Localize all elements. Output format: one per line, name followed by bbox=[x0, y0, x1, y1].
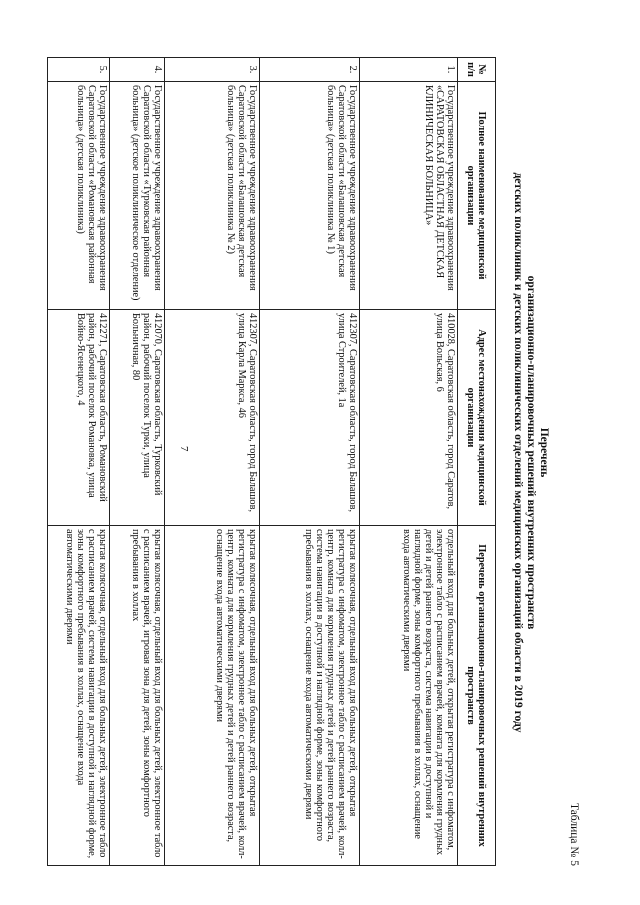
solutions-list: крытая колясочная, отдельный вход для больных детей, открытая регистратура с инфоматом, электронное табло с расписанием врачей, колл-центр, комната для кормления грудных детей и детей раннего возраста, оснащение входа автоматическими дверями bbox=[165, 526, 260, 866]
row-number: 4. bbox=[110, 58, 165, 82]
document-title: Перечень bbox=[538, 427, 550, 478]
row-number: 1. bbox=[360, 58, 458, 82]
row-number: 3. bbox=[165, 58, 260, 82]
header-solutions: Перечень организационно-планировочных решений внутренних пространств bbox=[458, 526, 496, 866]
organization-address: 412307, Саратовская область, город Балашов, улица Карла Маркса, 46 bbox=[165, 310, 260, 526]
table-row bbox=[260, 58, 360, 866]
solutions-list: крытая колясочная, отдельный вход для больных детей, электронное табло с расписанием врачей, игровая зона для детей, зоны комфортного пребывания в холлах bbox=[110, 526, 165, 866]
organization-name: Государственное учреждение здравоохранения Саратовской области «Турковская районная больница» (детское поликлиническое отделение) bbox=[110, 82, 165, 310]
organization-name: Государственное учреждение здравоохранения «САРАТОВСКАЯ ОБЛАСТНАЯ ДЕТСКАЯ КЛИНИЧЕСКАЯ БОЛЬНИЦА» bbox=[360, 82, 458, 310]
table-row bbox=[48, 58, 110, 866]
header-number: № п/п bbox=[458, 58, 496, 82]
organization-name: Государственное учреждение здравоохранения Саратовской области «Романовская районная больница» (детская поликлиника) bbox=[48, 82, 110, 310]
solutions-list: отдельный вход для больных детей, открытая регистратура с инфоматом, электронное табло с расписанием врачей, комната для кормления грудных детей и детей раннего возраста, система навигации в доступной и наглядной форме, зоны комфортного пребывания в холлах, оснащение входа автоматическими дверями bbox=[360, 526, 458, 866]
solutions-list: крытая колясочная, отдельный вход для больных детей, открытая регистратура с инфоматом, электронное табло с расписанием врачей, колл-центр, комната для кормления грудных детей и детей раннего возраста, система навигации в доступной и наглядной форме, зоны комфортного пребывания в холлах, оснащение входа автоматическими дверями bbox=[260, 526, 360, 866]
organization-address: 410028, Саратовская область, город Саратов, улица Вольская, 6 bbox=[360, 310, 458, 526]
page-number: 7 bbox=[178, 446, 190, 452]
header-address: Адрес местонахождения медицинской организации bbox=[458, 310, 496, 526]
organization-name: Государственное учреждение здравоохранения Саратовской области «Балашовская детская больница» (детская поликлиника № 2) bbox=[165, 82, 260, 310]
organization-address: 412271, Саратовская область, Романовский район, рабочий поселок Романовка, улица Войно-Ясенецкого, 4 bbox=[48, 310, 110, 526]
table-row bbox=[165, 58, 260, 866]
organization-address: 412070, Саратовская область, Турковский район, рабочий поселок Турки, улица Больничная, 80 bbox=[110, 310, 165, 526]
row-number: 5. bbox=[48, 58, 110, 82]
document-subtitle: организационно-планировочных решений внутренних пространств bbox=[525, 275, 537, 630]
table-header-row bbox=[458, 58, 496, 866]
solutions-list: крытая колясочная, отдельный вход для больных детей, электронное табло с расписанием врачей, система навигации в доступной и наглядной форме, зоны комфортного пребывания в холлах, оснащение входа автоматическими дверями bbox=[48, 526, 110, 866]
table-row bbox=[110, 58, 165, 866]
table-number: Таблица № 5 bbox=[568, 802, 580, 866]
document-subtitle-line2: детских поликлиник и детских поликлинических отделений медицинских организаций области в 2019 году bbox=[512, 172, 524, 733]
header-organization: Полное наименование медицинской организации bbox=[458, 82, 496, 310]
organizations-table bbox=[47, 57, 496, 866]
row-number: 2. bbox=[260, 58, 360, 82]
table-row bbox=[360, 58, 458, 866]
organization-name: Государственное учреждение здравоохранения Саратовской области «Балашовская детская больница» (детская поликлиника № 1) bbox=[260, 82, 360, 310]
organization-address: 412307, Саратовская область, город Балашов, улица Строителей, 1а bbox=[260, 310, 360, 526]
